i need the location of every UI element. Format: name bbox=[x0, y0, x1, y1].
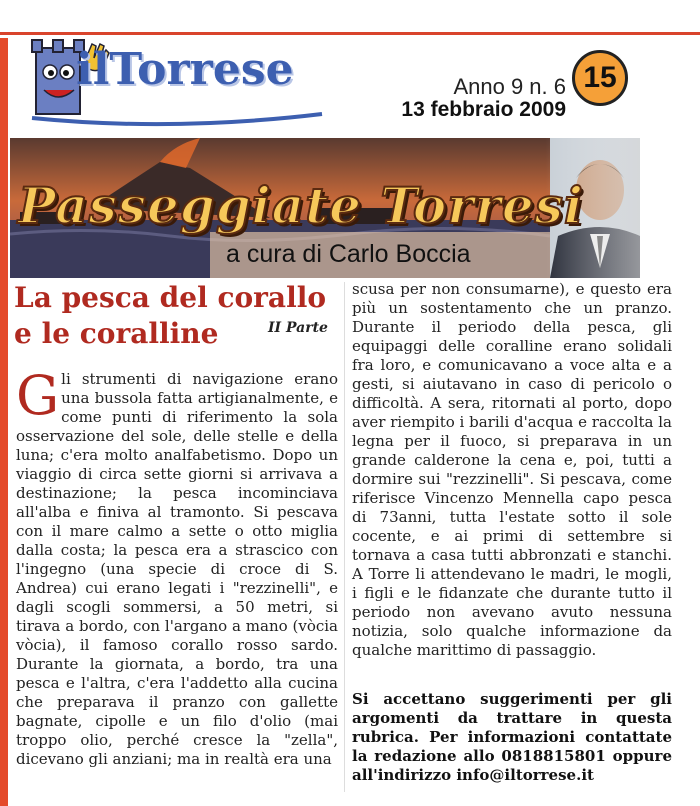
issue-number: Anno 9 n. 6 bbox=[453, 74, 566, 99]
article-column-2: scusa per non consumarne), e questo era più un sostentamento che un pranzo. Durante il periodo della pesca, gli equipaggi delle coralline erano solidali fra loro, e comunicavano a voce alta e a gesti, si aiutavano in caso di pericolo o difficoltà. A sera, ritornati al porto, dopo aver riempito i barili d'acqua e raccolta la legna per il fuoco, si preparava in un grande calderone la cena e, poi, tutti a dormire sui "rezzinelli". Si pescava, come riferisce Vincenzo Mennella capo pesca di 73anni, tutta l'estate sotto il sole cocente, e ai primi di settembre si tornava a casa tutti abbronzati e stanchi. A Torre li attendevano le madri, le mogli, i figli e le fidanzate che durante tutto il periodo non avevano avuto nessuna notizia, solo qualche informazione da qualche marittimo di passaggio. bbox=[352, 280, 672, 659]
article-headline: La pesca del corallo e le coralline bbox=[14, 281, 327, 350]
issue-date: 13 febbraio 2009 bbox=[401, 98, 566, 121]
page-number-badge: 15 bbox=[572, 50, 628, 106]
drop-cap: G bbox=[16, 364, 60, 427]
top-rule bbox=[0, 32, 700, 35]
article-column-1 bbox=[16, 364, 338, 769]
editorial-note: Si accettano suggerimenti per gli argomenti da trattare in questa rubrica. Per informazioni contattate la redazione allo 0818815801 oppure all'indirizzo info@iltorrese.it bbox=[352, 690, 672, 784]
column-divider bbox=[344, 282, 345, 792]
article-part: II Parte bbox=[268, 320, 328, 336]
column-1-text: li strumenti di navigazione erano una bussola fatta artigianalmente, e come punti di riferimento la sola osservazione del sole, delle stelle e della luna; c'era molto analfabetismo. Dopo un viaggio di circa sette giorni si arrivava a destinazione; la pesca incominciava all'alba e finiva al tramonto. Si pescava con il mare calmo a sette o otto miglia dalla costa; la pesca era a strascico con l'ingegno (una specie di croce di S. Andrea) cui erano legati i "rezzinelli", e dagli scogli sommersi, a 50 metri, si tirava a bordo, con l'argano a mano (vòcia vòcia), il famoso corallo rosso sardo. Durante la giornata, a bordo, tra una pesca e l'altra, c'era l'addetto alla cucina che preparava il pranzo con gallette bagnate, cipolle e un filo d'olio (mai troppo olio, perché cresce la "zella", dicevano gli anziani; ma in realtà era una bbox=[16, 370, 338, 768]
logo-wordmark: ilTorrese bbox=[76, 44, 294, 95]
column-title: Passeggiate Torresi bbox=[18, 176, 584, 235]
column-byline: a cura di Carlo Boccia bbox=[226, 240, 471, 268]
left-margin-bar bbox=[0, 38, 8, 806]
